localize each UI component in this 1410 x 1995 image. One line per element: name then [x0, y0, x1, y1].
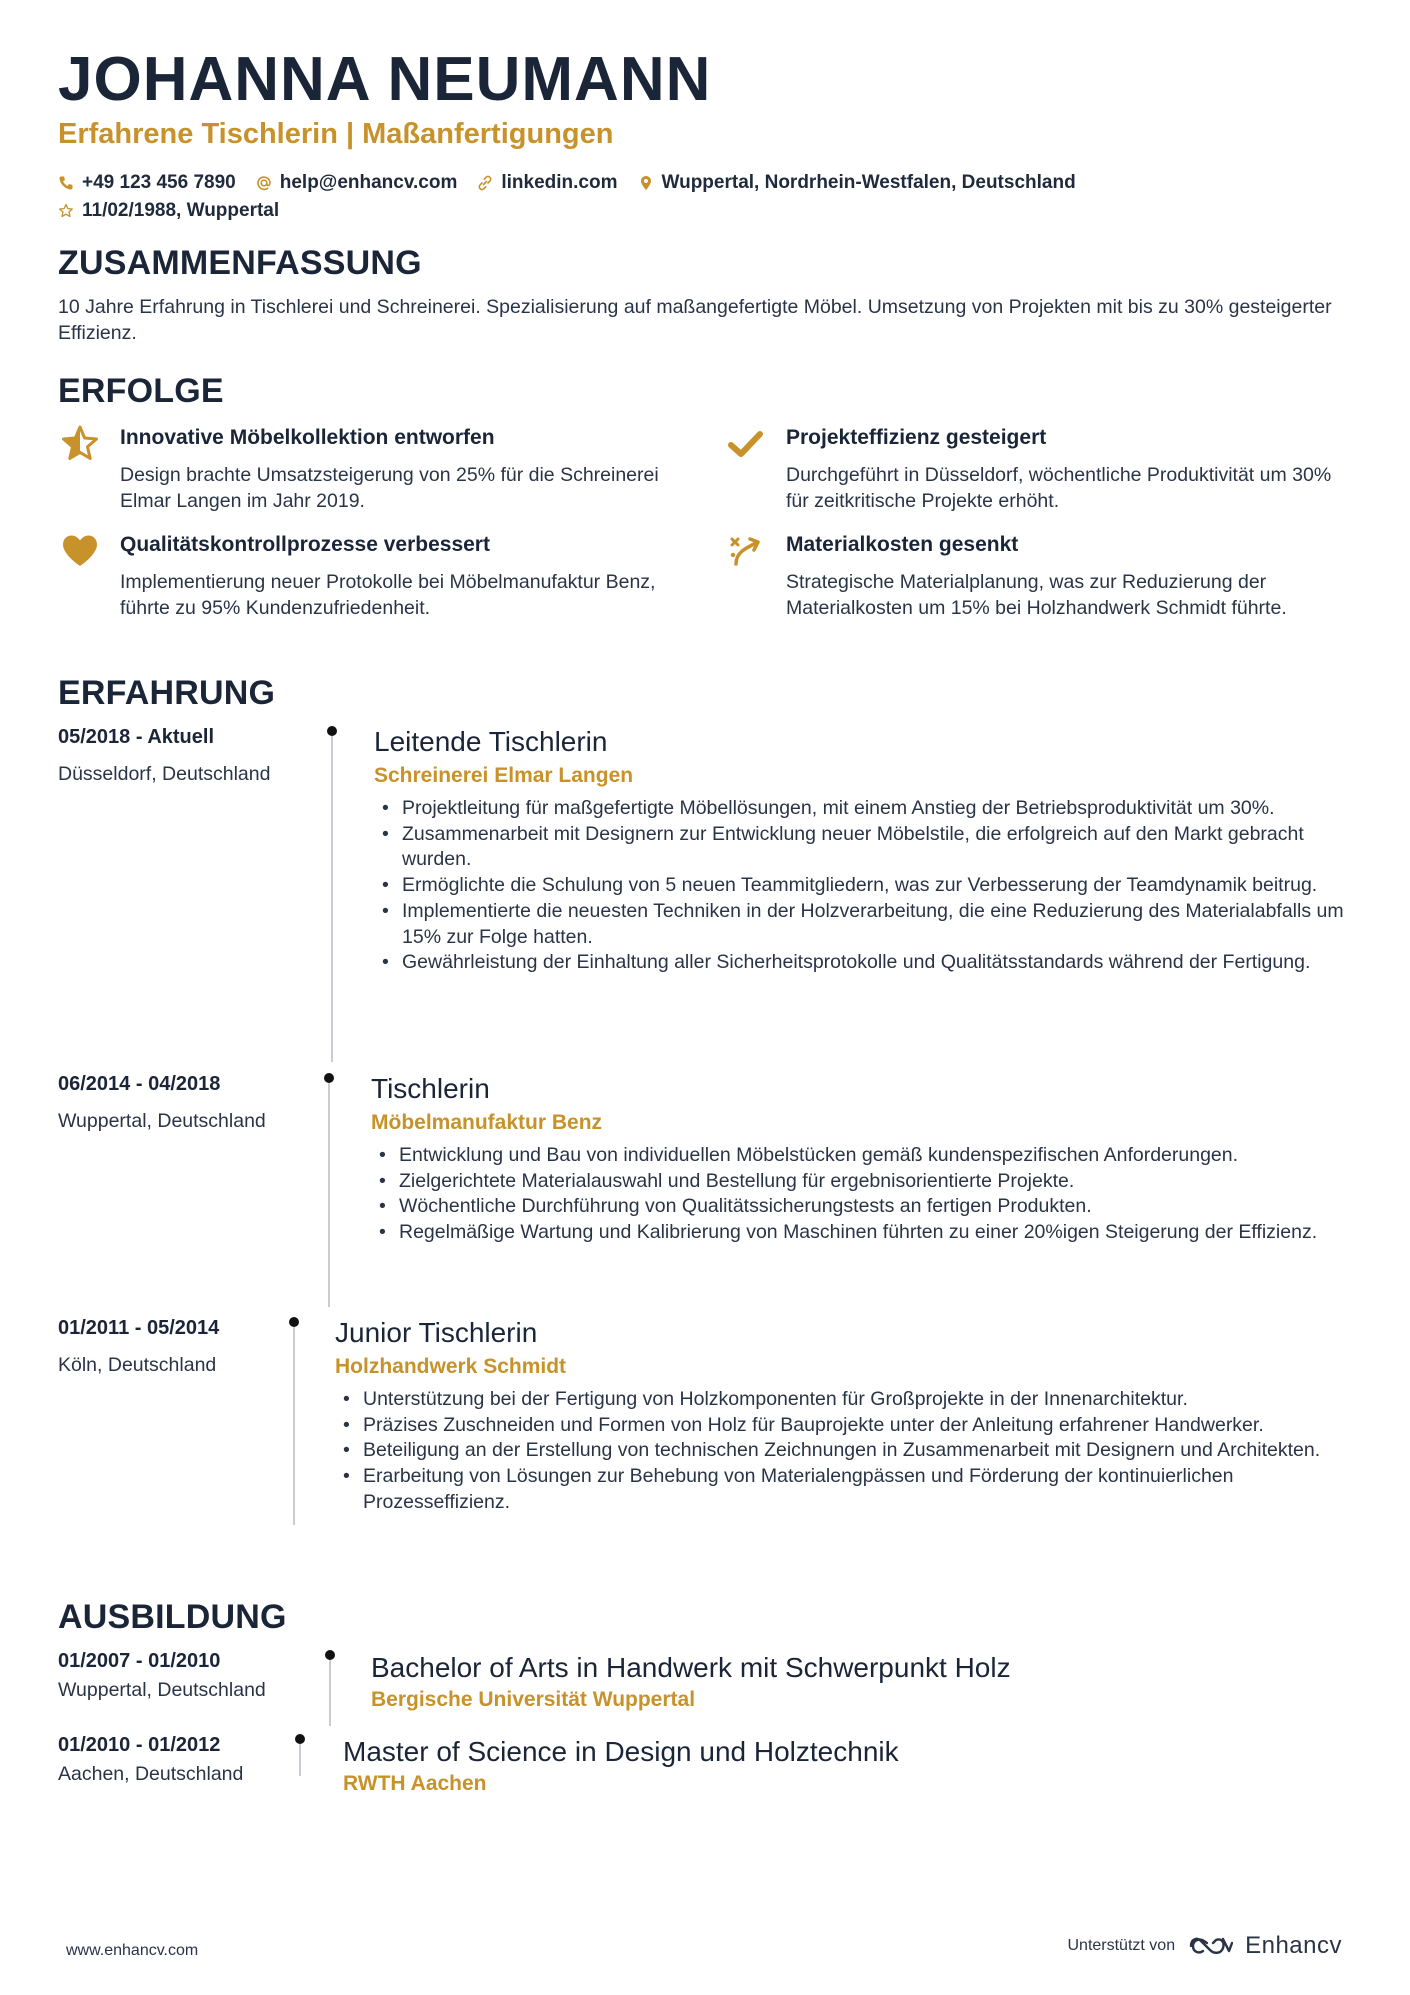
- job-bullet: • Wöchentliche Durchführung von Qualitätssicherungstests an fertigen Produkten.: [371, 1194, 1364, 1220]
- job-bullet: • Ermöglichte die Schulung von 5 neuen Teammitgliedern, was zur Verbesserung der Teamdynamik beitrug.: [374, 873, 1364, 899]
- job-location: Köln, Deutschland: [58, 1354, 217, 1376]
- education-meta: [58, 1650, 318, 1702]
- timeline-line: [331, 736, 333, 1062]
- summary-text: 10 Jahre Erfahrung in Tischlerei und Schreinerei. Spezialisierung auf maßangefertigte Möbel. Umsetzung von Projekten mit bis zu 30% gesteigerter Effizienz.: [58, 296, 1332, 344]
- candidate-name: JOHANNA NEUMANN: [58, 45, 712, 114]
- education-date: 01/2007 - 01/2010: [58, 1650, 221, 1672]
- brand-name: Enhancv: [1245, 1932, 1342, 1959]
- timeline-line: [329, 1660, 331, 1726]
- enhancv-logo-icon: [1187, 1933, 1233, 1959]
- section-title-achievements: ERFOLGE: [58, 372, 224, 410]
- job-details: [335, 1317, 1365, 1516]
- job-bullet: • Projektleitung für maßgefertigte Möbellösungen, mit einem Anstieg der Betriebsproduktivität um 30%.: [374, 796, 1364, 822]
- footer-powered-by: [1067, 1932, 1342, 1960]
- timeline-line: [299, 1744, 301, 1776]
- job-bullets: [335, 1387, 1365, 1516]
- contact-birth-text: 11/02/1988, Wuppertal: [82, 200, 280, 221]
- contact-phone[interactable]: [58, 172, 236, 194]
- contact-birth: [58, 200, 279, 222]
- education-date: 01/2010 - 01/2012: [58, 1734, 221, 1756]
- achievement-title: Projekteffizienz gesteigert: [786, 426, 1047, 449]
- section-title-summary: ZUSAMMENFASSUNG: [58, 244, 422, 282]
- job-bullet: • Gewährleistung der Einhaltung aller Sicherheitsprotokolle und Qualitätsstandards während der Fertigung.: [374, 950, 1364, 976]
- job-bullet: • Implementierte die neuesten Techniken in der Holzverarbeitung, die eine Reduzierung des Materialabfalls um 15% zur Folge hatten.: [374, 899, 1364, 950]
- job-bullet: • Unterstützung bei der Fertigung von Holzkomponenten für Großprojekte in der Innenarchitektur.: [335, 1387, 1365, 1413]
- timeline-dot: [325, 1650, 335, 1660]
- contact-linkedin[interactable]: [477, 172, 617, 194]
- education-degree: Master of Science in Design und Holztechnik: [343, 1736, 899, 1767]
- achievement-title: Innovative Möbelkollektion entworfen: [120, 426, 495, 449]
- achievement-title: Qualitätskontrollprozesse verbessert: [120, 533, 490, 556]
- job-date: 06/2014 - 04/2018: [58, 1073, 221, 1095]
- timeline-line: [328, 1083, 330, 1307]
- achievement-desc: Design brachte Umsatzsteigerung von 25% für die Schreinerei Elmar Langen im Jahr 2019.: [120, 464, 659, 512]
- timeline-dot: [295, 1734, 305, 1744]
- job-date: 01/2011 - 05/2014: [58, 1317, 220, 1339]
- job-details: [371, 1073, 1364, 1246]
- section-title-education: AUSBILDUNG: [58, 1598, 287, 1636]
- contact-location-text: Wuppertal, Nordrhein-Westfalen, Deutschland: [661, 172, 1076, 193]
- heart-icon: [60, 531, 100, 571]
- achievement-desc: Strategische Materialplanung, was zur Reduzierung der Materialkosten um 15% bei Holzhandwerk Schmidt führte.: [786, 571, 1287, 619]
- contact-email-text: help@enhancv.com: [279, 172, 458, 193]
- job-role: Junior Tischlerin: [335, 1317, 538, 1348]
- education-degree: Bachelor of Arts in Handwerk mit Schwerpunkt Holz: [371, 1652, 1011, 1683]
- education-location: Wuppertal, Deutschland: [58, 1679, 266, 1701]
- job-role: Leitende Tischlerin: [374, 726, 608, 757]
- strategy-arrow-icon: [726, 531, 766, 571]
- job-company: Schreinerei Elmar Langen: [374, 764, 634, 787]
- checkmark-icon: [726, 424, 766, 464]
- contact-phone-text: +49 123 456 7890: [82, 172, 236, 193]
- job-location: Düsseldorf, Deutschland: [58, 763, 271, 785]
- contact-info: [58, 170, 1358, 226]
- job-meta: [58, 726, 318, 786]
- timeline-line: [293, 1327, 295, 1525]
- link-icon: [477, 175, 493, 191]
- job-bullet: • Zusammenarbeit mit Designern zur Entwicklung neuer Möbelstile, die erfolgreich auf den Markt gebracht wurden.: [374, 822, 1364, 873]
- job-role: Tischlerin: [371, 1073, 490, 1104]
- contact-linkedin-text: linkedin.com: [501, 172, 618, 193]
- job-date: 05/2018 - Aktuell: [58, 726, 215, 748]
- job-bullets: [374, 796, 1364, 976]
- job-meta: [58, 1073, 318, 1133]
- achievement-desc: Durchgeführt in Düsseldorf, wöchentliche Produktivität um 30% für zeitkritische Projekte erhöht.: [786, 464, 1332, 512]
- star-icon: [60, 424, 100, 464]
- job-meta: [58, 1317, 318, 1377]
- job-company: Möbelmanufaktur Benz: [371, 1111, 603, 1134]
- job-bullet: • Beteiligung an der Erstellung von technischen Zeichnungen in Zusammenarbeit mit Designern und Architekten.: [335, 1438, 1365, 1464]
- job-bullet: • Erarbeitung von Lösungen zur Behebung von Materialengpässen und Förderung der kontinuierlichen Prozesseffizienz.: [335, 1464, 1365, 1515]
- timeline-dot: [289, 1317, 299, 1327]
- job-location: Wuppertal, Deutschland: [58, 1110, 266, 1132]
- job-details: [374, 726, 1364, 976]
- timeline-dot: [327, 726, 337, 736]
- job-bullets: [371, 1143, 1364, 1246]
- location-pin-icon: [638, 175, 654, 191]
- powered-by-label: Unterstützt von: [1067, 1937, 1176, 1954]
- contact-location: [638, 172, 1076, 194]
- at-icon: [256, 175, 272, 191]
- contact-email[interactable]: [256, 172, 458, 194]
- education-school: Bergische Universität Wuppertal: [371, 1688, 696, 1711]
- star-outline-icon: [58, 203, 74, 219]
- section-title-experience: ERFAHRUNG: [58, 674, 276, 712]
- achievement-desc: Implementierung neuer Protokolle bei Möbelmanufaktur Benz, führte zu 95% Kundenzufriedenheit.: [120, 571, 656, 619]
- education-meta: [58, 1734, 318, 1786]
- job-bullet: • Zielgerichtete Materialauswahl und Bestellung für ergebnisorientierte Projekte.: [371, 1169, 1364, 1195]
- education-school: RWTH Aachen: [343, 1772, 487, 1795]
- job-bullet: • Präzises Zuschneiden und Formen von Holz für Bauprojekte unter der Anleitung erfahrener Handwerker.: [335, 1413, 1365, 1439]
- education-details: [371, 1652, 1361, 1712]
- job-bullet: • Entwicklung und Bau von individuellen Möbelstücken gemäß kundenspezifischen Anforderungen.: [371, 1143, 1364, 1169]
- achievement-title: Materialkosten gesenkt: [786, 533, 1019, 556]
- timeline-dot: [324, 1073, 334, 1083]
- education-details: [343, 1736, 1343, 1796]
- job-bullet: • Regelmäßige Wartung und Kalibrierung von Maschinen führten zu einer 20%igen Steigerung der Effizienz.: [371, 1220, 1364, 1246]
- phone-icon: [58, 175, 74, 191]
- candidate-headline: Erfahrene Tischlerin | Maßanfertigungen: [58, 118, 614, 150]
- job-company: Holzhandwerk Schmidt: [335, 1355, 567, 1378]
- footer-website[interactable]: www.enhancv.com: [66, 1942, 199, 1959]
- education-location: Aachen, Deutschland: [58, 1763, 244, 1785]
